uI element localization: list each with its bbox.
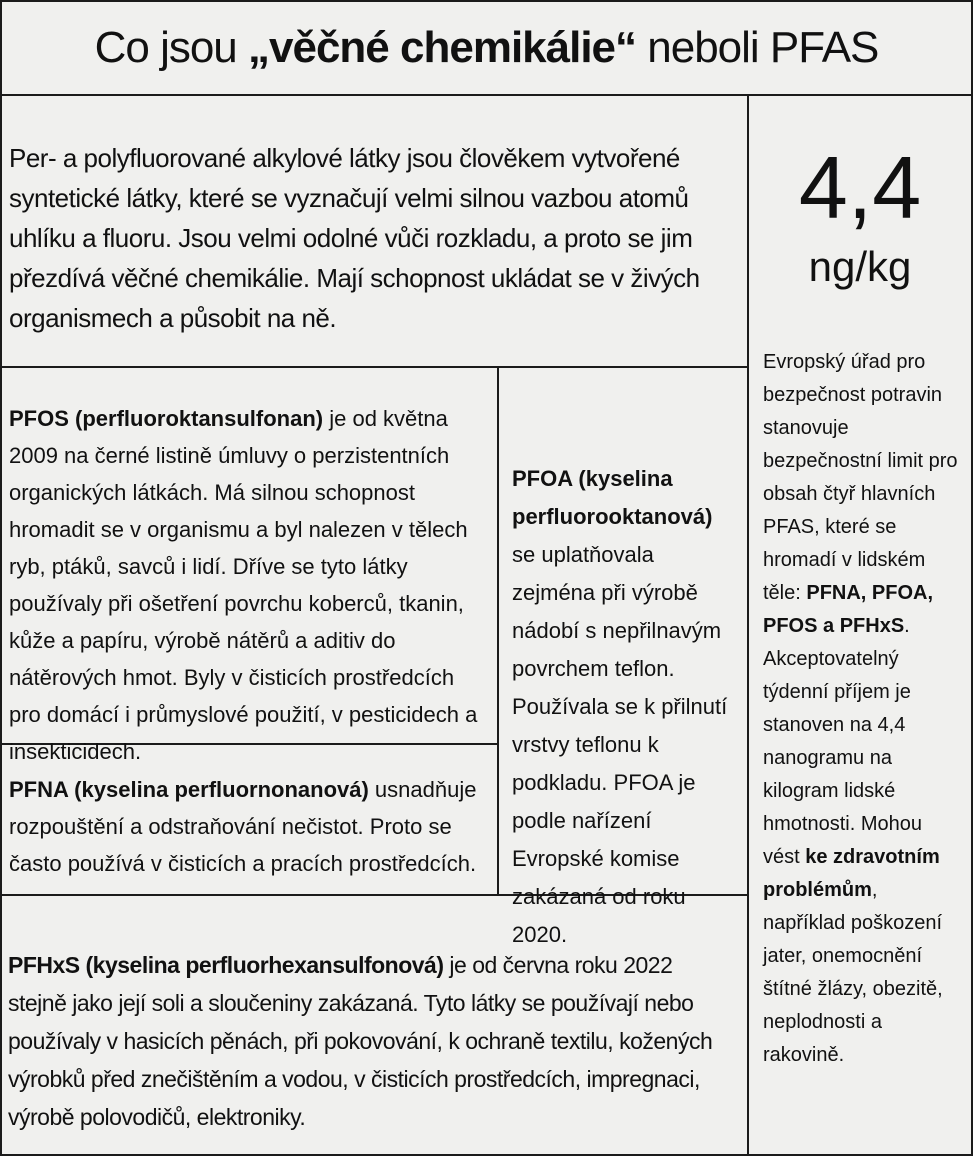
middle-left-column xyxy=(2,368,499,894)
text-segment: PFNA (kyselina perfluornonanová) xyxy=(9,777,369,802)
text-segment: PFOS (perfluoroktansulfonan) xyxy=(9,406,324,431)
text-segment: ke zdravotním problémům xyxy=(763,846,940,901)
pfna-paragraph xyxy=(2,745,497,894)
text-segment: se uplatňovala zejména při výrobě nádobí s nepřilnavým povrchem teflon. Používala se k přilnutí vrstvy teflonu k podkladu. PFOA je podle nařízení Evropské komise zakázaná od roku 2020. xyxy=(512,542,728,947)
title-row xyxy=(2,2,971,96)
pfos-paragraph xyxy=(2,368,497,764)
left-column xyxy=(2,96,749,1154)
limit-value: 4,4 xyxy=(798,138,922,237)
limit-unit: ng/kg xyxy=(808,243,912,290)
text-segment: PFHxS (kyselina perfluorhexansulfonová) xyxy=(8,952,444,978)
text-segment: je od května 2009 na černé listině úmluvy o perzistentních organických látkách. Má silnou schopnost hromadit se v organismu a byl nalezen v tělech ryb, ptáků, savců i lidí. Dříve se tyto látky používaly při ošetření povrchu koberců, tkanin, kůže a papíru, výrobě nátěrů a aditiv do nátěrových hmot. Byly v čisticích prostředcích pro domácí i průmyslové použití, v pesticidech a insekticidech. xyxy=(9,406,478,764)
text-segment: usnadňuje rozpouštění a odstraňování nečistot. Proto se často používá v čisticích a pracích prostředcích. xyxy=(9,777,477,876)
text-segment: . Akceptovatelný týdenní příjem je stanoven na 4,4 nanogramu na kilogram lidské hmotnosti. Mohou vést xyxy=(763,615,922,868)
right-column xyxy=(749,96,971,1154)
text-segment: „věčné chemikálie“ xyxy=(248,23,637,72)
text-segment: je od června roku 2022 stejně jako její soli a sloučeniny zakázaná. Tyto látky se používají nebo používaly v hasicích pěnách, při pokovování, k ochraně textilu, kožených výrobků před znečištěním a vodou, v čisticích prostředcích, impregnaci, výrobě polovodičů, elektroniky. xyxy=(8,952,713,1130)
text-segment: Evropský úřad pro bezpečnost potravin stanovuje bezpečnostní limit pro obsah čtyř hlavních PFAS, které se hromadí v lidském těle: xyxy=(763,351,958,604)
pfhxs-paragraph xyxy=(2,896,747,1154)
middle-row xyxy=(2,368,747,947)
text-segment: , například poškození jater, onemocnění štítné žlázy, obezitě, neplodnosti a rakovině. xyxy=(763,879,943,1066)
intro-text: Per- a polyfluorované alkylové látky jsou člověkem vytvořené syntetické látky, které se vyznačují velmi silnou vazbou atomů uhlíku a fluoru. Jsou velmi odolné vůči rozkladu, a proto se jim přezdívá věčné chemikálie. Mají schopnost ukládat se v živých organismech a působit na ně. xyxy=(9,143,700,333)
text-segment: PFOA (kyselina perfluorooktanová) xyxy=(512,466,713,529)
text-segment: neboli PFAS xyxy=(636,23,879,72)
sidebar-paragraph xyxy=(749,346,971,1072)
text-segment: PFNA, PFOA, PFOS a PFHxS xyxy=(763,582,934,637)
body-area xyxy=(2,96,971,1154)
pfoa-paragraph xyxy=(499,368,747,947)
text-segment: Co jsou xyxy=(94,23,249,72)
intro-paragraph xyxy=(2,96,747,368)
page-title xyxy=(95,23,879,73)
